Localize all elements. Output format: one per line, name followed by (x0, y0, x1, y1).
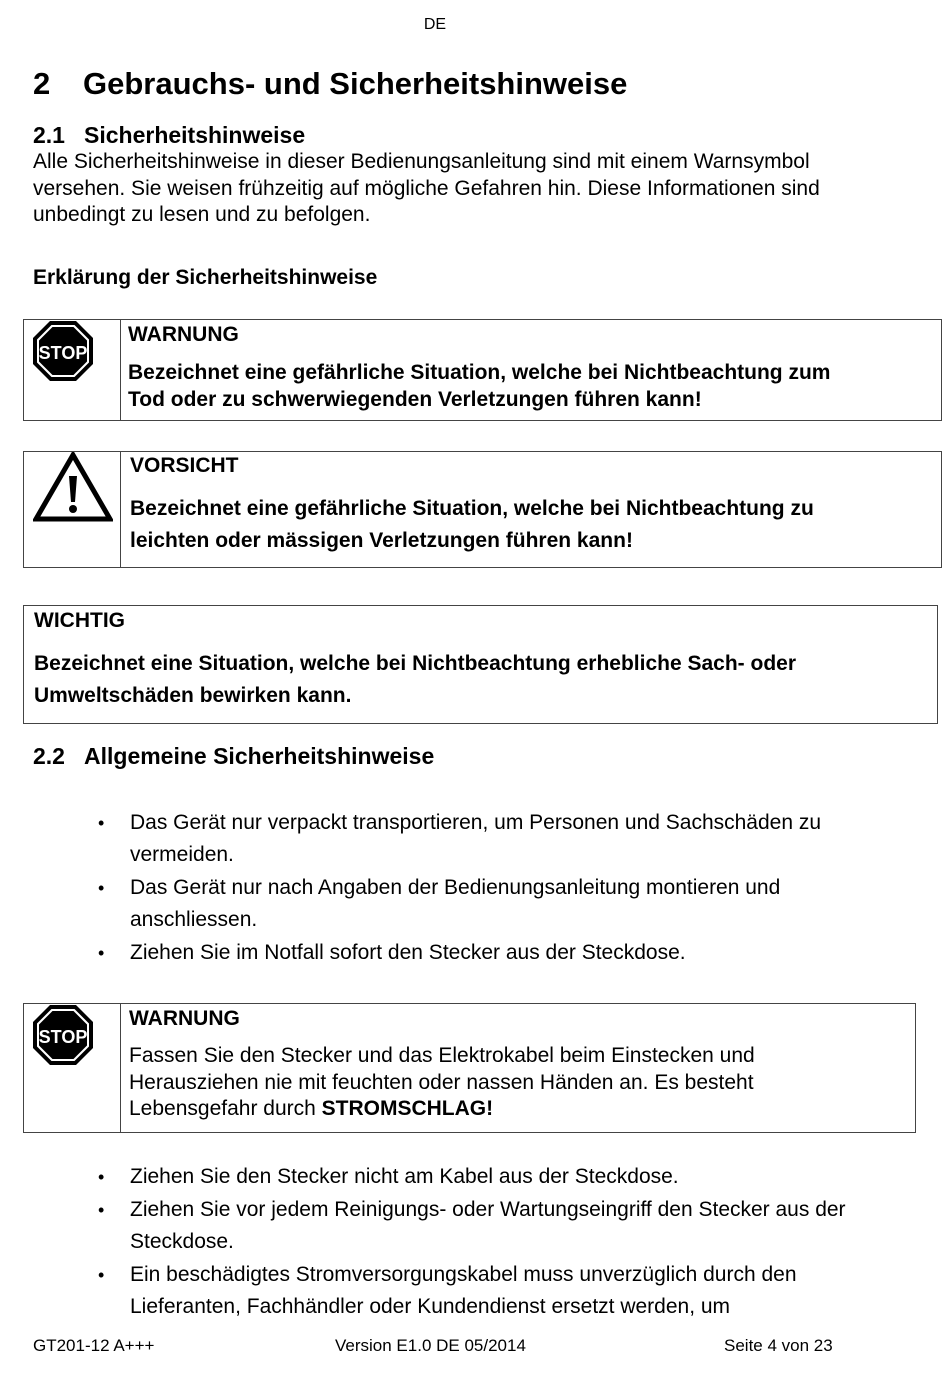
paragraph-line: Alle Sicherheitshinweise in dieser Bedienungsanleitung sind mit einem Warnsymbol (33, 150, 810, 173)
safety-list-1 (98, 807, 898, 970)
svg-text:STOP: STOP (38, 343, 88, 363)
footer-model: GT201-12 A+++ (33, 1336, 155, 1355)
stop-sign-icon (32, 320, 94, 382)
caution-box (23, 451, 942, 568)
subsection-title: Allgemeine Sicherheitshinweise (84, 743, 435, 769)
paragraph-line: versehen. Sie weisen frühzeitig auf mögliche Gefahren hin. Diese Informationen sind (33, 176, 820, 200)
warning-icon-cell (24, 320, 121, 420)
box-text-line: Bezeichnet eine Situation, welche bei Nichtbeachtung erhebliche Sach- oder (34, 652, 796, 675)
list-item: • Ein beschädigtes Stromversorgungskabel muss unverzüglich durch den Lieferanten, Fachhändler oder Kundendienst ersetzt werden, um (98, 1259, 898, 1323)
box-text-emphasis: STROMSCHLAG! (321, 1097, 494, 1120)
list-item: • Ziehen Sie im Notfall sofort den Stecker aus der Steckdose. (98, 937, 898, 969)
list-item: • Ziehen Sie den Stecker nicht am Kabel aus der Steckdose. (98, 1161, 898, 1193)
subsection-heading-2-1 (33, 122, 305, 149)
footer-page-number: Seite 4 von 23 (724, 1336, 833, 1355)
box-text (128, 359, 928, 413)
box-title: WARNUNG (129, 1007, 240, 1030)
box-title: WICHTIG (34, 609, 125, 632)
paragraph-line: unbedingt zu lesen und zu befolgen. (33, 203, 371, 226)
svg-text:STOP: STOP (38, 1027, 88, 1047)
section-title: Gebrauchs- und Sicherheitshinweise (83, 66, 628, 101)
box-text-line: Tod oder zu schwerwiegenden Verletzungen führen kann! (128, 388, 702, 411)
box-text-prefix: Lebensgefahr durch (129, 1097, 322, 1120)
warning-box (23, 319, 942, 421)
box-text-line (129, 1096, 909, 1123)
subsection-number: 2.2 (33, 743, 65, 769)
box-text (34, 648, 924, 712)
subsection-heading-2-2 (33, 743, 434, 770)
box-text-line: Bezeichnet eine gefährliche Situation, welche bei Nichtbeachtung zu (130, 497, 814, 520)
footer-version: Version E1.0 DE 05/2014 (335, 1336, 526, 1355)
caution-icon-cell (24, 452, 121, 567)
list-item: • Das Gerät nur nach Angaben der Bedienungsanleitung montieren und anschliessen. (98, 872, 898, 936)
section-heading (33, 66, 627, 102)
box-title: VORSICHT (130, 454, 239, 477)
box-text-line: leichten oder mässigen Verletzungen führen kann! (130, 529, 633, 552)
box-text-line: Herausziehen nie mit feuchten oder nassen Händen an. Es besteht (129, 1070, 754, 1094)
box-text-line: Umweltschäden bewirken kann. (34, 684, 352, 707)
subsection-title: Sicherheitshinweise (84, 122, 306, 148)
box-text-line: Bezeichnet eine gefährliche Situation, welche bei Nichtbeachtung zum (128, 361, 831, 384)
subsection-number: 2.1 (33, 122, 65, 148)
explanation-heading: Erklärung der Sicherheitshinweise (33, 266, 378, 289)
warning-triangle-icon (33, 452, 113, 522)
list-item: • Ziehen Sie vor jedem Reinigungs- oder Wartungseingriff den Stecker aus der Steckdose. (98, 1194, 898, 1258)
box-title: WARNUNG (128, 323, 239, 346)
box-text-line: Fassen Sie den Stecker und das Elektrokabel beim Einstecken und (129, 1044, 755, 1067)
list-item: • Das Gerät nur verpackt transportieren, um Personen und Sachschäden zu vermeiden. (98, 807, 898, 871)
language-code: DE (423, 16, 447, 33)
intro-paragraph (33, 149, 933, 229)
section-number: 2 (33, 66, 51, 101)
warning-icon-cell (24, 1004, 121, 1132)
important-box (23, 605, 938, 724)
box-text (130, 493, 930, 557)
safety-list-2 (98, 1161, 898, 1324)
stop-sign-icon (32, 1004, 94, 1066)
warning-box-electric (23, 1003, 916, 1133)
box-text (129, 1043, 909, 1123)
